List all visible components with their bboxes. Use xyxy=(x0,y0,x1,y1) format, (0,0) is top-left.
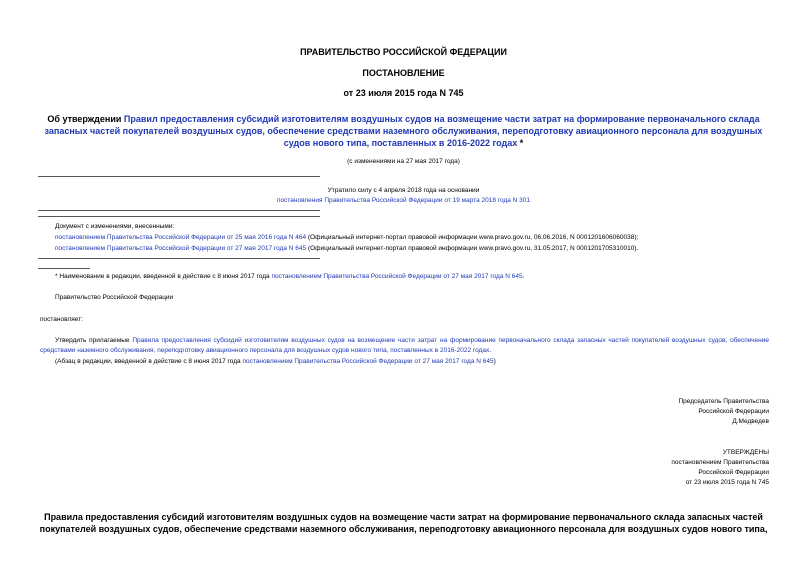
paragraph-note-link[interactable]: постановлением Правительства Российской Федерации от 27 мая 2017 года N 645 xyxy=(242,358,494,365)
document-title xyxy=(40,113,767,149)
footnote-divider xyxy=(38,268,90,269)
expired-basis-link[interactable]: постановления Правительства Российской Федерации от 19 марта 2018 года N 301 xyxy=(276,197,531,204)
title-rules-link[interactable]: Правил предоставления субсидий изготовителям воздушных судов на возмещение части затрат на формирование первоначального склада запасных частей покупателей воздушных судов, обеспечение средствами наземного обслуживания, переподготовку авиационного персонала для воздушных судов нового типа, поставленных в 2016-2022 годах xyxy=(44,114,763,148)
footnote-link[interactable]: постановлением Правительства Российской Федерации от 27 мая 2017 года N 645 xyxy=(271,273,523,280)
change-source-645: (Официальный интернет-портал правовой информации www.pravo.gov.ru, 31.05.2017, N 0001201705310010). xyxy=(306,245,639,252)
approve-rules-link[interactable]: Правила предоставления субсидий изготовителям воздушных судов на возмещение части затрат на формирование первоначального склада запасных частей покупателей воздушных судов, обеспечение средствами наземного обслуживания, переподготовку авиационного персонала для воздушных судов нового типа, поставленных в 2016-2022 годах xyxy=(40,337,769,354)
footnote-text: * Наименование в редакции, введенной в действие с 8 июня 2017 года xyxy=(55,273,272,280)
approve-prefix: Утвердить прилагаемые xyxy=(55,337,133,344)
approved-date: от 23 июля 2015 года N 745 xyxy=(685,479,769,486)
signature-name: Д.Медведев xyxy=(732,418,769,425)
decides-word: постановляет: xyxy=(40,316,83,323)
paragraph-note-end: ) xyxy=(493,358,496,365)
divider xyxy=(38,258,320,259)
document-type: ПОСТАНОВЛЕНИЕ xyxy=(362,68,445,78)
footnote-end: . xyxy=(522,273,525,280)
title-prefix: Об утверждении xyxy=(47,114,124,124)
title-suffix: * xyxy=(517,138,524,148)
approve-paragraph xyxy=(40,336,769,356)
expired-notice: Утратило силу с 4 апреля 2018 года на основании xyxy=(327,187,480,194)
document-date-number: от 23 июля 2015 года N 745 xyxy=(343,88,464,98)
changes-item xyxy=(55,244,638,254)
approved-country: Российской Федерации xyxy=(698,469,769,476)
changes-item xyxy=(55,233,638,243)
paragraph-note-prefix: (Абзац в редакции, введенной в действие с 8 июня 2017 года xyxy=(55,358,243,365)
approved-label: УТВЕРЖДЕНЫ xyxy=(722,449,769,456)
government-subject: Правительство Российской Федерации xyxy=(55,294,174,301)
rules-title-line-2: покупателей воздушных судов, обеспечение средствами наземного обслуживания, переподготовку авиационного персонала для воздушных судов нового типа, xyxy=(39,524,768,534)
signature-country: Российской Федерации xyxy=(698,408,769,415)
paragraph-note xyxy=(55,357,496,367)
approve-end: . xyxy=(489,347,492,354)
government-name: ПРАВИТЕЛЬСТВО РОССИЙСКОЙ ФЕДЕРАЦИИ xyxy=(300,47,507,57)
rules-title-line-1: Правила предоставления субсидий изготовителям воздушных судов на возмещение части затрат на формирование первоначального склада запасных частей xyxy=(44,512,763,522)
footnote xyxy=(55,272,524,282)
changes-heading: Документ с изменениями, внесенными: xyxy=(55,223,175,230)
approved-by: постановлением Правительства xyxy=(671,459,769,466)
signature-position: Председатель Правительства xyxy=(678,398,769,405)
divider xyxy=(38,176,320,177)
change-link-645[interactable]: постановлением Правительства Российской Федерации от 27 мая 2017 года N 645 xyxy=(55,245,307,252)
amendment-note: (с изменениями на 27 мая 2017 года) xyxy=(347,158,460,165)
change-source-464: (Официальный интернет-портал правовой информации www.pravo.gov.ru, 06.06.2016, N 0001201606060038); xyxy=(306,234,639,241)
divider xyxy=(38,216,320,217)
change-link-464[interactable]: постановлением Правительства Российской Федерации от 25 мая 2016 года N 464 xyxy=(55,234,307,241)
divider xyxy=(38,210,320,211)
